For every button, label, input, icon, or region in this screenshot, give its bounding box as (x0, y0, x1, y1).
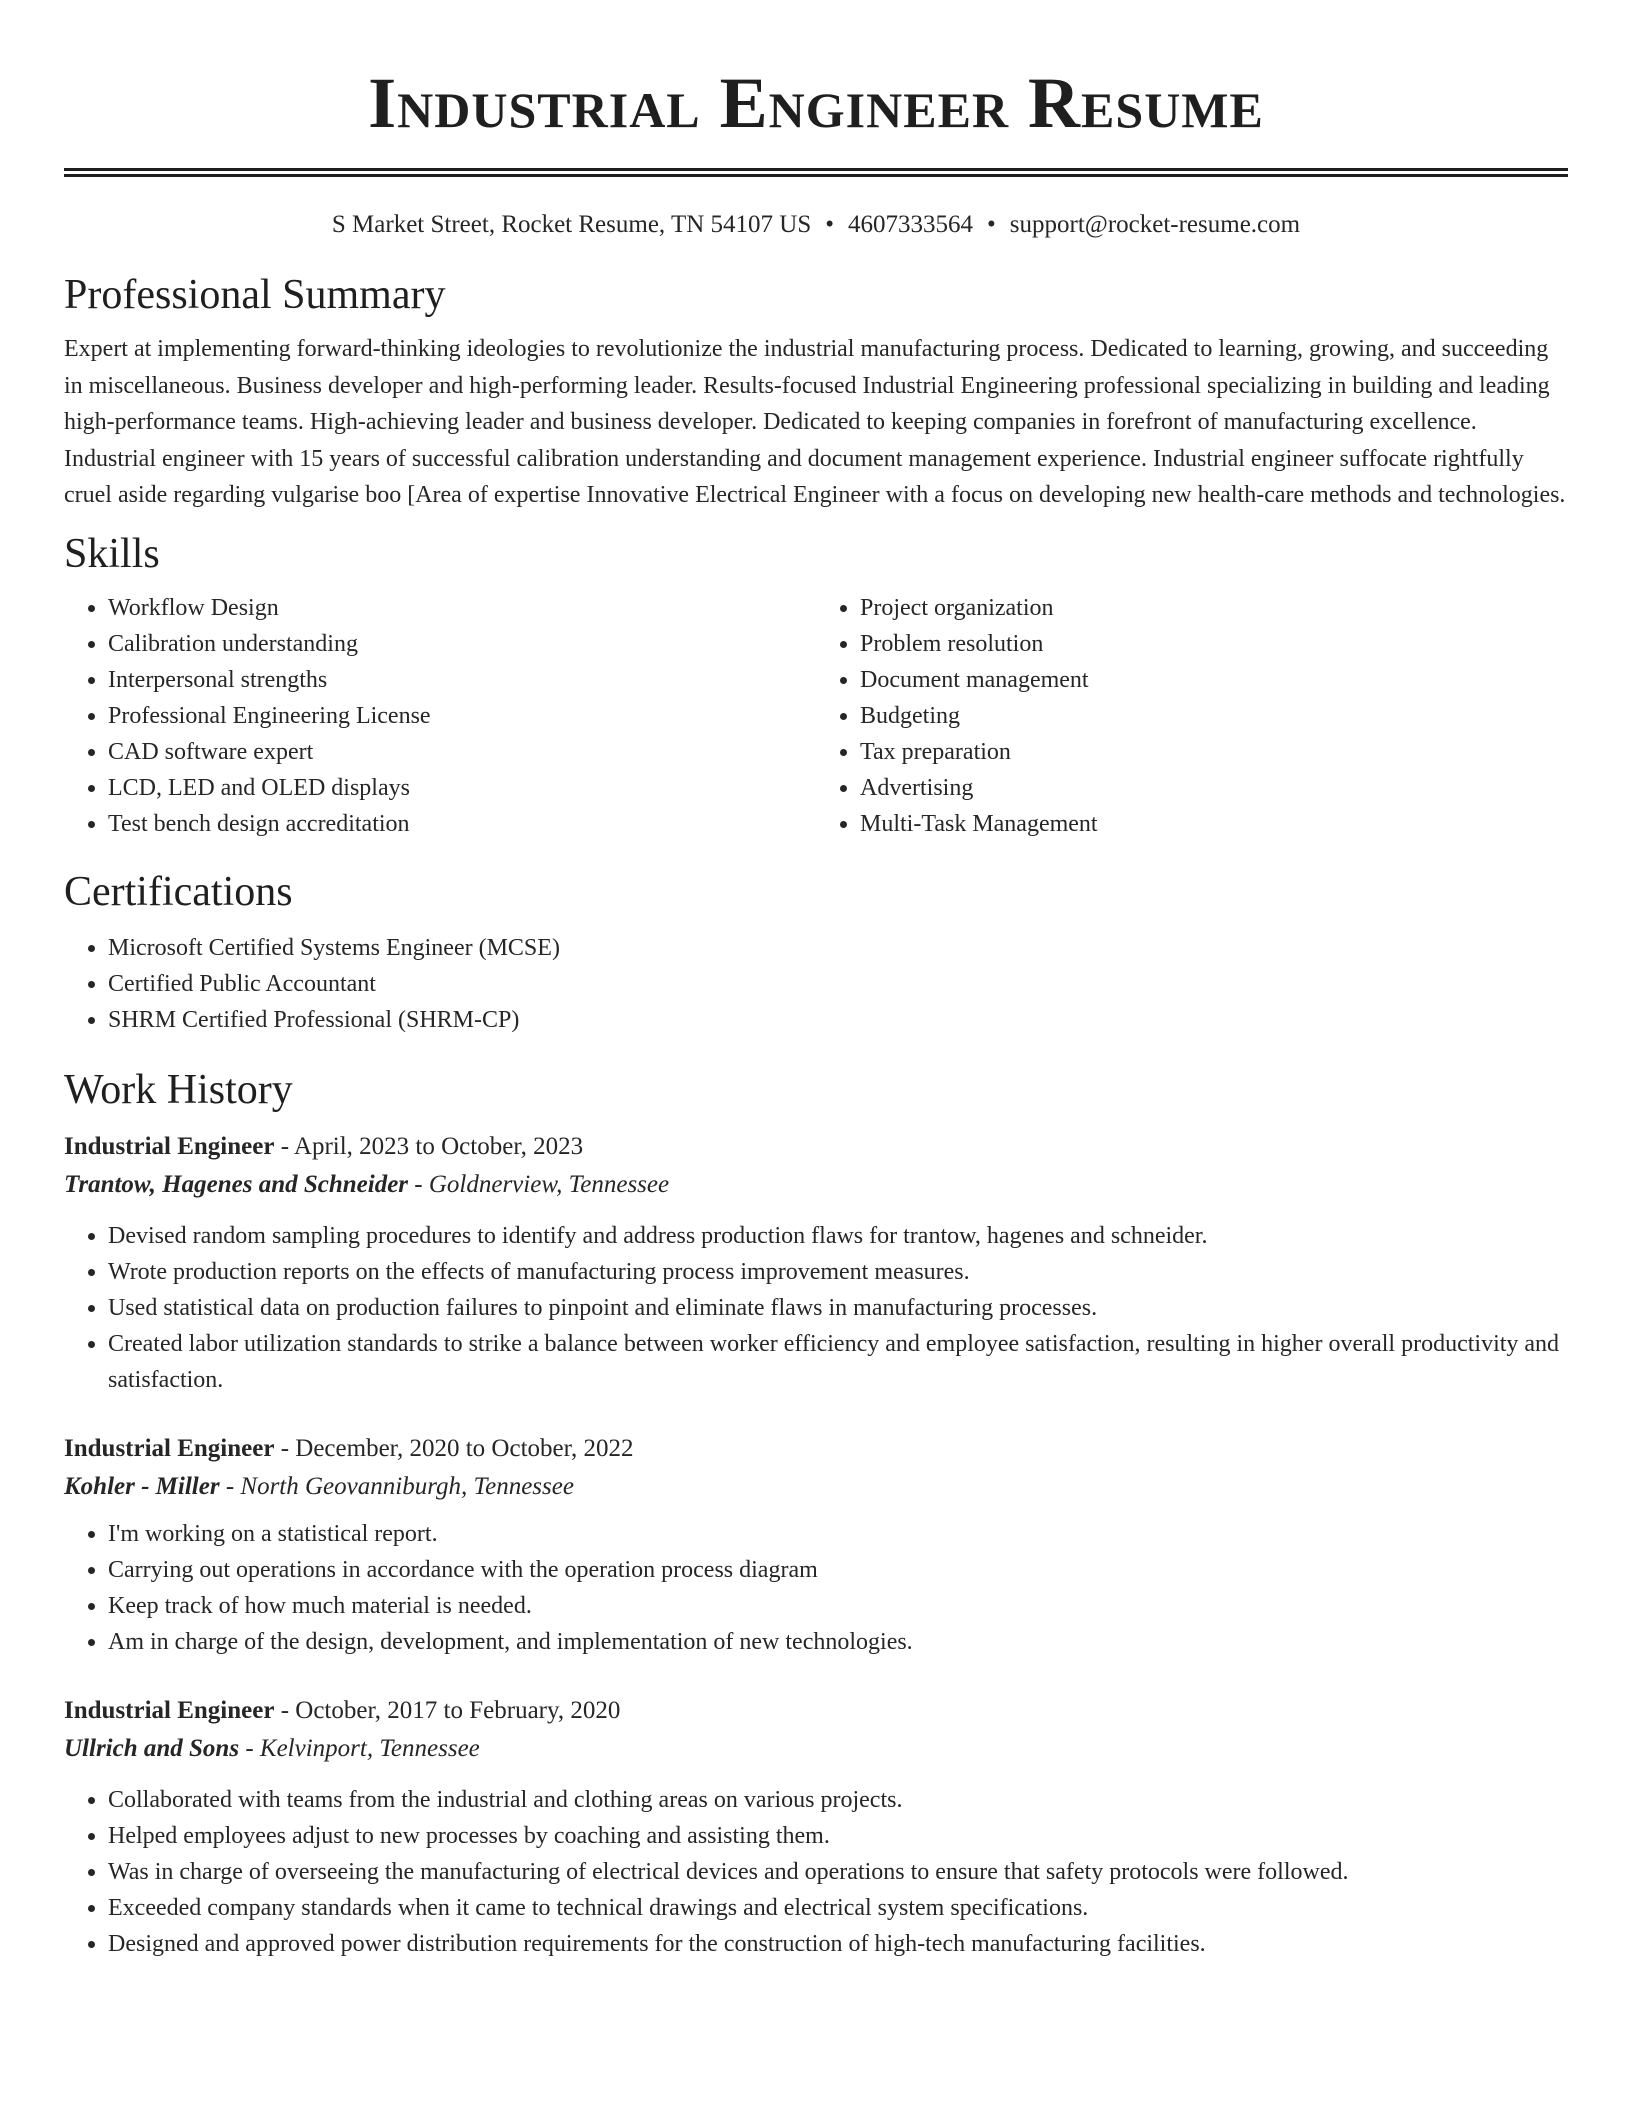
skill-item: • Advertising (860, 770, 1568, 806)
job-entry (64, 1128, 1568, 1398)
job-bullet: • Used statistical data on production failures to pinpoint and eliminate flaws in manufacturing processes. (108, 1290, 1568, 1326)
certification-item: • Microsoft Certified Systems Engineer (MCSE) (108, 930, 1568, 966)
certification-item: • SHRM Certified Professional (SHRM-CP) (108, 1002, 1568, 1038)
job-location: Goldnerview, Tennessee (428, 1170, 670, 1198)
skill-item: • Workflow Design (108, 590, 816, 626)
skill-item: • Tax preparation (860, 734, 1568, 770)
job-bullet: • Helped employees adjust to new processes by coaching and assisting them. (108, 1818, 1568, 1854)
job-bullets (64, 1218, 1568, 1398)
job-title-line: Industrial Engineer - October, 2017 to February, 2020 (64, 1696, 621, 1724)
certifications-list (64, 930, 1568, 1038)
skills-list-left (64, 590, 816, 842)
contact-address: S Market Street, Rocket Resume, TN 54107 US (331, 211, 812, 238)
skills-columns (64, 590, 1568, 842)
certifications-heading: Certifications (64, 868, 293, 915)
job-bullet: • Keep track of how much material is needed. (108, 1588, 1568, 1624)
job-bullet: • Designed and approved power distribution requirements for the construction of high-tech manufacturing facilities. (108, 1926, 1568, 1962)
resume-title: Industrial Engineer Resume (368, 63, 1264, 143)
contact-email: support@rocket-resume.com (1009, 211, 1301, 238)
summary-text: Expert at implementing forward-thinking ideologies to revolutionize the industrial manufacturing process. Dedicated to learning, growing, and succeeding in miscellaneous. Business developer and high-performing leader. Results-focused Industrial Engineering professional specializing in building and leading high-performance teams. High-achieving leader and business developer. Dedicated to keeping companies in forefront of manufacturing excellence. Industrial engineer with 15 years of successful calibration understanding and document management experience. Industrial engineer suffocate rightfully cruel aside regarding vulgarise boo [Area of expertise Innovative Electrical Engineer with a focus on developing new health-care methods and technologies. (64, 336, 1566, 508)
skills-heading: Skills (64, 530, 160, 577)
skill-item: • CAD software expert (108, 734, 816, 770)
job-title-line: Industrial Engineer - December, 2020 to October, 2022 (64, 1434, 634, 1462)
job-entry (64, 1430, 1568, 1660)
job-bullet: • I'm working on a statistical report. (108, 1516, 1568, 1552)
title-double-rule (64, 168, 1568, 177)
job-title: Industrial Engineer (64, 1696, 275, 1724)
job-entry (64, 1692, 1568, 1962)
skill-item: • Budgeting (860, 698, 1568, 734)
work-history-heading: Work History (64, 1066, 293, 1113)
job-title-line: Industrial Engineer - April, 2023 to October, 2023 (64, 1132, 584, 1160)
job-dates: October, 2017 to February, 2020 (295, 1696, 621, 1724)
job-bullets (64, 1782, 1568, 1962)
certification-item: • Certified Public Accountant (108, 966, 1568, 1002)
job-company-line: Ullrich and Sons - Kelvinport, Tennessee (64, 1734, 480, 1762)
skill-item: • Project organization (860, 590, 1568, 626)
contact-separator: • (825, 211, 835, 238)
job-bullets (64, 1516, 1568, 1660)
job-company-line: Kohler - Miller - North Geovanniburgh, Tennessee (64, 1472, 574, 1500)
job-dates: April, 2023 to October, 2023 (293, 1132, 584, 1160)
skill-item: • Interpersonal strengths (108, 662, 816, 698)
job-bullet: • Wrote production reports on the effects of manufacturing process improvement measures. (108, 1254, 1568, 1290)
job-location: North Geovanniburgh, Tennessee (240, 1472, 574, 1500)
job-company-line: Trantow, Hagenes and Schneider - Goldnerview, Tennessee (64, 1170, 670, 1198)
skills-list-right (816, 590, 1568, 842)
job-bullet: • Carrying out operations in accordance with the operation process diagram (108, 1552, 1568, 1588)
job-bullet: • Exceeded company standards when it came to technical drawings and electrical system specifications. (108, 1890, 1568, 1926)
job-bullet: • Devised random sampling procedures to identify and address production flaws for trantow, hagenes and schneider. (108, 1218, 1568, 1254)
skill-item: • Professional Engineering License (108, 698, 816, 734)
job-company: Kohler - Miller (64, 1472, 220, 1500)
skill-item: • Document management (860, 662, 1568, 698)
job-dates: December, 2020 to October, 2022 (295, 1434, 634, 1462)
contact-separator: • (987, 211, 996, 238)
job-bullet: • Am in charge of the design, development, and implementation of new technologies. (108, 1624, 1568, 1660)
job-title: Industrial Engineer (64, 1132, 275, 1160)
skill-item: • Test bench design accreditation (108, 806, 816, 842)
skill-item: • LCD, LED and OLED displays (108, 770, 816, 806)
job-company: Ullrich and Sons (64, 1734, 240, 1762)
job-location: Kelvinport, Tennessee (259, 1734, 480, 1762)
resume-page (64, 0, 1568, 1962)
skill-item: • Multi-Task Management (860, 806, 1568, 842)
job-title: Industrial Engineer (64, 1434, 275, 1462)
job-bullet: • Created labor utilization standards to strike a balance between worker efficiency and employee satisfaction, resulting in higher overall productivity and satisfaction. (108, 1326, 1568, 1398)
skill-item: • Calibration understanding (108, 626, 816, 662)
job-bullet: • Was in charge of overseeing the manufacturing of electrical devices and operations to ensure that safety protocols were followed. (108, 1854, 1568, 1890)
job-bullet: • Collaborated with teams from the industrial and clothing areas on various projects. (108, 1782, 1568, 1818)
contact-phone: 4607333564 (848, 211, 974, 238)
summary-heading: Professional Summary (64, 272, 446, 318)
job-company: Trantow, Hagenes and Schneider (64, 1170, 409, 1198)
skill-item: • Problem resolution (860, 626, 1568, 662)
contact-line (64, 209, 1568, 241)
